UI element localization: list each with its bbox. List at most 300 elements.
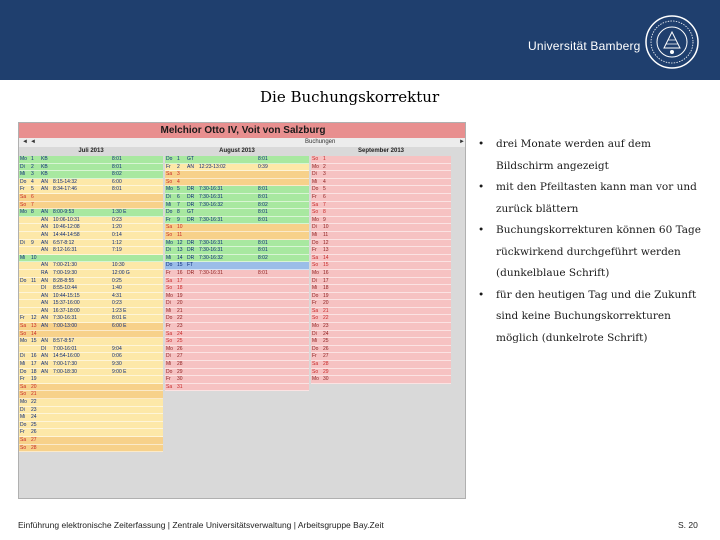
calendar-day-row[interactable] — [19, 346, 163, 354]
booking-duration: 6:00 E — [112, 323, 127, 330]
booking-time: 8:15-14:32 — [53, 178, 77, 185]
day-name: So — [166, 178, 173, 185]
day-name: So — [166, 231, 173, 238]
calendar-day-row[interactable] — [19, 164, 163, 172]
booking-duration: 8:01 — [258, 186, 268, 193]
calendar-day-row[interactable] — [19, 437, 163, 445]
day-number: 26 — [323, 345, 329, 352]
day-name: Di — [166, 247, 171, 254]
day-name: Do — [166, 156, 173, 162]
booking-time: 7:30-16:31 — [199, 239, 223, 246]
booking-code: AN — [41, 353, 48, 360]
calendar-day-row[interactable] — [19, 247, 163, 255]
calendar-day-row[interactable] — [19, 414, 163, 422]
calendar-day-row[interactable] — [165, 300, 309, 308]
day-number: 1 — [323, 156, 326, 162]
day-number: 22 — [323, 315, 329, 322]
day-name: Mo — [166, 186, 173, 193]
booking-code: DR — [187, 254, 195, 261]
day-name: Do — [312, 292, 319, 299]
day-name: Di — [312, 171, 317, 178]
day-name: Sa — [20, 323, 27, 330]
day-name: Fr — [20, 376, 25, 383]
day-name: Mi — [312, 231, 318, 238]
day-name: So — [312, 262, 319, 269]
calendar-day-row[interactable] — [311, 338, 451, 346]
booking-code: AN — [41, 239, 48, 246]
footer-text: Einführung elektronische Zeiterfassung | Zentrale Universitätsverwaltung | Arbeitsgruppe Bay.Zeit — [18, 520, 384, 530]
booking-duration: 8:01 E — [112, 315, 127, 322]
calendar-day-row[interactable] — [311, 376, 451, 384]
header-bar — [0, 0, 720, 80]
day-name: Do — [166, 315, 173, 322]
day-name: Sa — [20, 436, 27, 443]
calendar-day-row[interactable] — [19, 407, 163, 415]
calendar-day-row[interactable] — [165, 209, 309, 217]
calendar-day-row[interactable] — [165, 262, 309, 270]
booking-time: 10:06-10:31 — [53, 216, 80, 223]
booking-time: 14:44-14:58 — [53, 231, 80, 238]
day-name: Do — [166, 368, 173, 375]
calendar-day-row[interactable] — [19, 391, 163, 399]
calendar-month-headers — [19, 147, 466, 156]
day-number: 6 — [323, 193, 326, 200]
calendar-day-row[interactable] — [19, 209, 163, 217]
calendar-day-row[interactable] — [165, 156, 309, 164]
calendar-day-row[interactable] — [311, 331, 451, 339]
calendar-day-row[interactable] — [311, 209, 451, 217]
day-number: 14 — [323, 254, 329, 261]
day-name: Mi — [166, 201, 172, 208]
booking-time: 7:00-18:30 — [53, 368, 77, 375]
booking-duration: 8:01 — [112, 156, 122, 162]
calendar-day-row[interactable] — [19, 300, 163, 308]
day-number: 7 — [323, 201, 326, 208]
calendar-day-row[interactable] — [165, 171, 309, 179]
calendar-day-row[interactable] — [19, 156, 163, 164]
booking-time: 10:44-15:15 — [53, 292, 80, 299]
day-number: 24 — [323, 330, 329, 337]
booking-calendar-screenshot — [18, 122, 466, 499]
day-number: 13 — [177, 247, 183, 254]
calendar-day-row[interactable] — [311, 308, 451, 316]
day-name: Do — [20, 178, 27, 185]
day-name: Di — [312, 330, 317, 337]
day-number: 4 — [31, 178, 34, 185]
booking-time: 7:00-19:30 — [53, 269, 77, 276]
booking-time: 6:57-8:12 — [53, 239, 75, 246]
calendar-day-row[interactable] — [19, 224, 163, 232]
calendar-day-row[interactable] — [165, 308, 309, 316]
day-number: 1 — [31, 156, 34, 162]
day-number: 15 — [323, 262, 329, 269]
calendar-day-row[interactable] — [19, 369, 163, 377]
day-number: 6 — [177, 193, 180, 200]
day-name: Do — [312, 345, 319, 352]
calendar-day-row[interactable] — [311, 346, 451, 354]
booking-time: 8:55-10:44 — [53, 285, 77, 292]
calendar-day-row[interactable] — [311, 179, 451, 187]
booking-duration: 8:02 — [112, 171, 122, 178]
day-number: 17 — [31, 361, 37, 368]
booking-time: 8:12-16:31 — [53, 247, 77, 254]
calendar-day-row[interactable] — [19, 217, 163, 225]
booking-code: DR — [187, 269, 195, 276]
bullet-marker: • — [478, 181, 485, 193]
calendar-day-row[interactable] — [311, 293, 451, 301]
bullet-text: Buchungskorrekturen können 60 Tage rückwirkend durchgeführt werden (dunkelblaue Schrift) — [496, 224, 701, 279]
calendar-day-row[interactable] — [19, 384, 163, 392]
day-name: Fr — [166, 269, 171, 276]
calendar-day-row[interactable] — [19, 255, 163, 263]
calendar-day-row[interactable] — [19, 323, 163, 331]
calendar-day-row[interactable] — [19, 194, 163, 202]
day-number: 2 — [31, 163, 34, 170]
calendar-day-row[interactable] — [165, 194, 309, 202]
day-name: So — [166, 285, 173, 292]
booking-duration: 0:25 — [112, 277, 122, 284]
calendar-day-row[interactable] — [19, 353, 163, 361]
day-number: 14 — [177, 254, 183, 261]
booking-time: 16:37-18:00 — [53, 307, 80, 314]
calendar-day-row[interactable] — [19, 179, 163, 187]
calendar-day-row[interactable] — [311, 164, 451, 172]
booking-code: KB — [41, 171, 48, 178]
calendar-day-row[interactable] — [165, 285, 309, 293]
bullet-text: drei Monate werden auf dem Bildschirm angezeigt — [496, 138, 651, 172]
september-column — [311, 156, 451, 384]
day-number: 22 — [177, 315, 183, 322]
calendar-day-row[interactable] — [311, 186, 451, 194]
booking-time: 7:30-16:31 — [199, 216, 223, 223]
calendar-day-row[interactable] — [165, 338, 309, 346]
calendar-day-row[interactable] — [311, 232, 451, 240]
booking-duration: 8:01 — [258, 239, 268, 246]
bullet-text: für den heutigen Tag und die Zukunft sind keine Buchungskorrekturen möglich (dunkelrote Schrift) — [496, 288, 697, 344]
day-name: Fr — [312, 193, 317, 200]
day-number: 9 — [31, 239, 34, 246]
booking-time: 7:00-21:30 — [53, 262, 77, 269]
day-number: 24 — [31, 414, 37, 421]
day-number: 5 — [31, 186, 34, 193]
booking-duration: 0:23 — [112, 300, 122, 307]
day-number: 23 — [177, 323, 183, 330]
day-number: 27 — [177, 353, 183, 360]
calendar-day-row[interactable] — [19, 361, 163, 369]
booking-time: 8:34-17:46 — [53, 186, 77, 193]
booking-code: KB — [41, 163, 48, 170]
calendar-day-row[interactable] — [19, 293, 163, 301]
day-name: Do — [20, 421, 27, 428]
calendar-day-row[interactable] — [19, 422, 163, 430]
day-name: Mo — [20, 338, 27, 345]
calendar-day-row[interactable] — [165, 346, 309, 354]
day-number: 3 — [177, 171, 180, 178]
day-number: 24 — [177, 330, 183, 337]
booking-duration: 1:40 — [112, 285, 122, 292]
calendar-day-row[interactable] — [19, 232, 163, 240]
day-number: 20 — [177, 300, 183, 307]
booking-duration: 8:01 — [258, 216, 268, 223]
day-name: Do — [312, 186, 319, 193]
day-name: Mi — [166, 361, 172, 368]
day-number: 22 — [31, 399, 37, 405]
day-name: Sa — [312, 361, 319, 368]
day-name: Di — [166, 300, 171, 307]
day-name: Mo — [20, 156, 27, 162]
calendar-day-row[interactable] — [165, 179, 309, 187]
day-name: So — [312, 368, 319, 375]
booking-duration: 9:04 — [112, 345, 122, 352]
calendar-day-row[interactable] — [19, 429, 163, 437]
calendar-day-row[interactable] — [165, 255, 309, 263]
day-name: Sa — [312, 254, 319, 261]
day-name: Mo — [166, 292, 173, 299]
calendar-day-row[interactable] — [165, 164, 309, 172]
day-name: Sa — [166, 383, 173, 390]
bullet-marker: • — [478, 288, 485, 301]
day-number: 10 — [323, 224, 329, 231]
booking-time: 10:46-12:08 — [53, 224, 80, 231]
booking-code: AN — [41, 262, 48, 269]
day-number: 14 — [31, 330, 37, 337]
calendar-day-row[interactable] — [165, 202, 309, 210]
calendar-day-row[interactable] — [165, 323, 309, 331]
booking-duration: 9:30 — [112, 361, 122, 368]
bullet-list — [478, 134, 710, 349]
day-number: 28 — [177, 361, 183, 368]
calendar-day-row[interactable] — [311, 171, 451, 179]
booking-time: 7:30-16:31 — [199, 247, 223, 254]
calendar-day-row[interactable] — [311, 369, 451, 377]
booking-code: AN — [41, 186, 48, 193]
day-name: Mo — [312, 376, 319, 383]
day-name: So — [20, 201, 27, 208]
day-name: Di — [166, 353, 171, 360]
booking-duration: 8:01 — [258, 269, 268, 276]
calendar-day-row[interactable] — [165, 240, 309, 248]
calendar-day-row[interactable] — [165, 232, 309, 240]
calendar-day-row[interactable] — [165, 217, 309, 225]
booking-code: AN — [41, 315, 48, 322]
july-column — [19, 156, 163, 452]
calendar-day-row[interactable] — [311, 224, 451, 232]
calendar-day-row[interactable] — [165, 270, 309, 278]
calendar-day-row[interactable] — [311, 156, 451, 164]
calendar-day-row[interactable] — [165, 369, 309, 377]
booking-code: FT — [187, 262, 194, 269]
day-name: Mo — [20, 209, 27, 216]
day-name: Di — [312, 224, 317, 231]
booking-code: DI — [41, 285, 46, 292]
bullet-item — [478, 177, 710, 220]
booking-duration: 0:14 — [112, 231, 122, 238]
booking-time: 7:00-13:00 — [53, 323, 77, 330]
booking-duration: 8:01 — [258, 209, 268, 216]
calendar-day-row[interactable] — [19, 240, 163, 248]
day-number: 18 — [323, 285, 329, 292]
day-name: Di — [20, 239, 25, 246]
calendar-day-row[interactable] — [19, 399, 163, 407]
booking-duration: 8:01 — [112, 163, 122, 170]
day-name: Mi — [20, 254, 26, 261]
calendar-day-row[interactable] — [311, 262, 451, 270]
booking-code: DR — [187, 247, 195, 254]
calendar-day-row[interactable] — [311, 285, 451, 293]
booking-code: AN — [41, 368, 48, 375]
booking-code: AN — [41, 178, 48, 185]
booking-duration: 8:01 — [258, 156, 268, 162]
booking-code: DR — [187, 201, 195, 208]
day-name: So — [312, 315, 319, 322]
booking-code: DR — [187, 239, 195, 246]
day-number: 8 — [177, 209, 180, 216]
booking-time: 8:00-9:53 — [53, 209, 75, 216]
day-number: 19 — [323, 292, 329, 299]
day-name: Mi — [166, 254, 172, 261]
calendar-day-row[interactable] — [19, 186, 163, 194]
calendar-toolbar — [19, 138, 466, 147]
day-name: Fr — [312, 247, 317, 254]
day-number: 25 — [177, 338, 183, 345]
booking-time: 7:00-17:30 — [53, 361, 77, 368]
day-name: Mo — [312, 323, 319, 330]
calendar-day-row[interactable] — [311, 217, 451, 225]
calendar-day-row[interactable] — [19, 278, 163, 286]
calendar-day-row[interactable] — [311, 353, 451, 361]
booking-time: 14:54-16:00 — [53, 353, 80, 360]
day-name: Fr — [166, 376, 171, 383]
calendar-day-row[interactable] — [165, 315, 309, 323]
booking-code: AN — [41, 216, 48, 223]
day-number: 4 — [323, 178, 326, 185]
day-name: Di — [20, 406, 25, 413]
calendar-day-row[interactable] — [311, 315, 451, 323]
day-number: 30 — [323, 376, 329, 383]
booking-duration: 0:23 — [112, 216, 122, 223]
day-name: Mo — [312, 216, 319, 223]
booking-code: AN — [41, 224, 48, 231]
booking-duration: 0:06 — [112, 353, 122, 360]
day-number: 25 — [323, 338, 329, 345]
calendar-day-row[interactable] — [19, 202, 163, 210]
day-number: 9 — [177, 216, 180, 223]
day-number: 3 — [31, 171, 34, 178]
booking-duration: 12:00 G — [112, 269, 130, 276]
calendar-day-row[interactable] — [19, 338, 163, 346]
booking-duration: 8:01 — [258, 193, 268, 200]
day-number: 21 — [31, 391, 37, 398]
calendar-day-row[interactable] — [311, 300, 451, 308]
booking-code: GT — [187, 156, 194, 162]
bookings-label: Buchungen — [305, 139, 336, 145]
bullet-item — [478, 134, 710, 177]
day-number: 11 — [323, 231, 329, 238]
day-number: 21 — [323, 307, 329, 314]
day-number: 21 — [177, 307, 183, 314]
calendar-day-row[interactable] — [311, 278, 451, 286]
calendar-day-row[interactable] — [311, 270, 451, 278]
day-number: 11 — [177, 231, 183, 238]
calendar-day-row[interactable] — [165, 293, 309, 301]
calendar-day-row[interactable] — [311, 255, 451, 263]
prev-arrow-icon[interactable]: ◄ — [22, 139, 28, 145]
calendar-day-row[interactable] — [311, 247, 451, 255]
day-number: 5 — [323, 186, 326, 193]
calendar-day-row[interactable] — [19, 270, 163, 278]
day-name: So — [20, 391, 27, 398]
calendar-day-row[interactable] — [165, 247, 309, 255]
booking-time: 8:28-8:55 — [53, 277, 75, 284]
day-number: 3 — [323, 171, 326, 178]
booking-duration: 8:02 — [258, 254, 268, 261]
booking-code: AN — [41, 300, 48, 307]
calendar-day-row[interactable] — [311, 194, 451, 202]
booking-code: AN — [41, 338, 48, 345]
slide-title: Die Buchungskorrektur — [260, 88, 440, 106]
august-column — [165, 156, 309, 391]
calendar-day-row[interactable] — [311, 202, 451, 210]
day-name: Fr — [166, 323, 171, 330]
calendar-day-row[interactable] — [311, 240, 451, 248]
calendar-day-row[interactable] — [165, 353, 309, 361]
calendar-day-row[interactable] — [19, 308, 163, 316]
booking-time: 7:00-16:01 — [53, 345, 77, 352]
day-name: Fr — [166, 216, 171, 223]
day-number: 23 — [31, 406, 37, 413]
day-name: Sa — [20, 383, 27, 390]
booking-duration: 9:00 E — [112, 368, 127, 375]
calendar-day-row[interactable] — [165, 384, 309, 392]
prev-arrow-icon[interactable]: ◄ — [30, 139, 36, 145]
calendar-day-row[interactable] — [19, 445, 163, 453]
day-name: Fr — [20, 186, 25, 193]
calendar-day-row[interactable] — [19, 376, 163, 384]
calendar-day-row[interactable] — [19, 285, 163, 293]
day-number: 31 — [177, 383, 183, 390]
day-name: Sa — [166, 171, 173, 178]
booking-duration: 1:23 E — [112, 307, 127, 314]
day-name: Sa — [166, 224, 173, 231]
calendar-day-row[interactable] — [165, 186, 309, 194]
booking-time: 12:23-13:02 — [199, 163, 226, 170]
booking-code: AN — [41, 247, 48, 254]
calendar-day-row[interactable] — [165, 376, 309, 384]
calendar-day-row[interactable] — [165, 278, 309, 286]
calendar-day-row[interactable] — [19, 315, 163, 323]
calendar-day-row[interactable] — [311, 323, 451, 331]
calendar-day-row[interactable] — [19, 331, 163, 339]
day-name: Mi — [20, 361, 26, 368]
day-name: Do — [166, 209, 173, 216]
calendar-day-row[interactable] — [311, 361, 451, 369]
calendar-day-row[interactable] — [19, 171, 163, 179]
calendar-day-row[interactable] — [19, 262, 163, 270]
day-name: So — [312, 156, 319, 162]
day-number: 29 — [323, 368, 329, 375]
day-name: Sa — [166, 277, 173, 284]
calendar-day-row[interactable] — [165, 331, 309, 339]
calendar-day-row[interactable] — [165, 361, 309, 369]
day-number: 17 — [177, 277, 183, 284]
booking-time: 7:30-16:32 — [199, 201, 223, 208]
day-number: 12 — [323, 239, 329, 246]
day-number: 16 — [323, 269, 329, 276]
next-arrow-icon[interactable]: ► — [459, 139, 465, 145]
calendar-day-row[interactable] — [165, 224, 309, 232]
day-name: Di — [312, 277, 317, 284]
day-number: 16 — [177, 269, 183, 276]
